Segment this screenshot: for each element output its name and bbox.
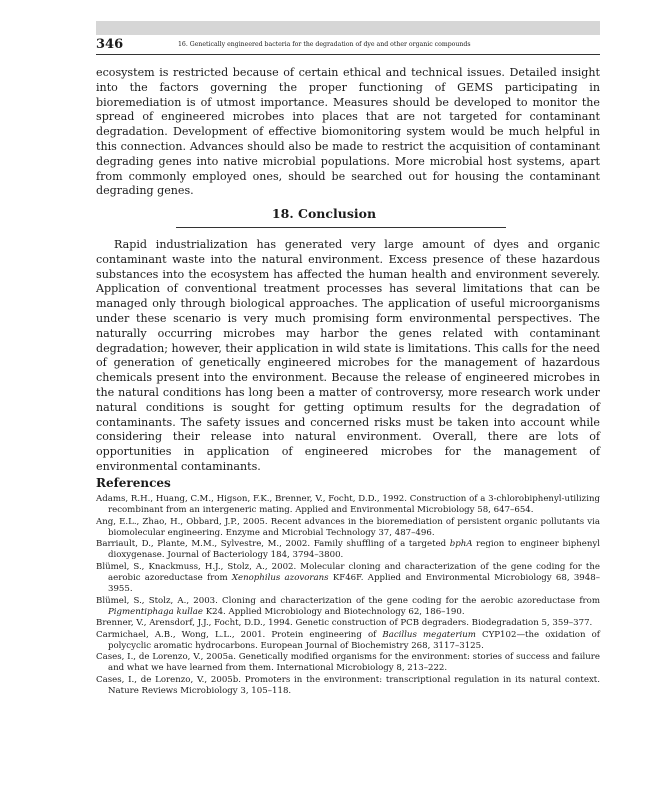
references-heading: References <box>96 476 171 490</box>
reference-item: Blümel, S., Stolz, A., 2003. Cloning and characterization of the gene coding for the aerobic azoreductase from Pigmentiphaga kullae K24. Applied Microbiology and Biotechnology 62, 186–190. <box>96 595 600 617</box>
reference-item: Ang, E.L., Zhao, H., Obbard, J.P., 2005. Recent advances in the bioremediation of persistent organic pollutants via biomolecular engineering. Enzyme and Microbial Technology 37, 487–496. <box>96 516 600 538</box>
header-bar <box>96 21 600 35</box>
reference-item: Cases, I., de Lorenzo, V., 2005b. Promoters in the environment: transcriptional regulation in its natural context. Nature Reviews Microbiology 3, 105–118. <box>96 674 600 697</box>
conclusion-paragraph: Rapid industrialization has generated very large amount of dyes and organic contaminant waste into the natural environment. Excess presence of these hazardous substances into the ecosystem has affected the human health and environment severely. Application of conventional treatment processes has several limitations that can be managed only through biological approaches. The application of useful microorganisms under these scenario is very much promising form environmental perspectives. The naturally occurring microbes may harbor the genes related with contaminant degradation; however, their application in wild state is limitations. This calls for the need of generation of genetically engineered microbes for the management of hazardous chemicals present into the environment. Because the release of engineered microbes in the natural conditions has long been a matter of controversy, more research work under natural conditions is sought for getting optimum results for the degradation of contaminants. The safety issues and concerned risks must be taken into account while considering their release into natural environment. Overall, there are lots of opportunities in application of engineered microbes for the management of environmental contaminants. <box>96 238 600 473</box>
reference-item: Cases, I., de Lorenzo, V., 2005a. Genetically modified organisms for the environment: stories of success and failure and what we have learned from them. International Microbiology 8, 213–222. <box>96 652 600 674</box>
section-title-rule <box>176 227 506 228</box>
reference-item: Barriault, D., Plante, M.M., Sylvestre, M., 2002. Family shuffling of a targeted bphA region to engineer biphenyl dioxygenase. Journal of Bacteriology 184, 3794–3800. <box>96 539 600 561</box>
section-title: 18. Conclusion <box>271 206 377 221</box>
reference-item: Brenner, V., Arensdorf, J.J., Focht, D.D., 1994. Genetic construction of PCB degraders. Biodegradation 5, 359–377. <box>96 618 593 629</box>
page-number: 346 <box>96 37 124 52</box>
reference-item: Carmichael, A.B., Wong, L.L., 2001. Protein engineering of Bacillus megaterium CYP102—the oxidation of polycyclic aromatic hydrocarbons. European Journal of Biochemistry 268, 3117–3125. <box>96 629 600 651</box>
reference-item: Adams, R.H., Huang, C.M., Higson, F.K., Brenner, V., Focht, D.D., 1992. Construction of a 3-chlorobiphenyl-utilizing recombinant from an intergeneric mating. Applied and Environmental Microbiology 58, 647–654. <box>96 494 600 516</box>
references-list <box>96 494 600 697</box>
running-head: 16. Genetically engineered bacteria for the degradation of dye and other organic compounds <box>178 41 471 48</box>
intro-paragraph: ecosystem is restricted because of certain ethical and technical issues. Detailed insight into the factors governing the proper functioning of GEMS participating in bioremediation is of utmost importance. Measures should be developed to monitor the spread of engineered microbes into places that are not targeted for contaminant degradation. Development of effective biomonitoring system would be much helpful in this connection. Advances should also be made to restrict the acquisition of contaminant degrading genes into native microbial populations. More microbial host systems, apart from commonly employed ones, should be searched out for housing the contaminant degrading genes. <box>96 66 600 198</box>
header-rule <box>96 54 600 55</box>
reference-item: Blümel, S., Knackmuss, H.J., Stolz, A., 2002. Molecular cloning and characterization of the gene coding for the aerobic azoreductase from Xenophilus azovorans KF46F. Applied and Environmental Microbiology 68, 3948–3955. <box>96 561 601 595</box>
